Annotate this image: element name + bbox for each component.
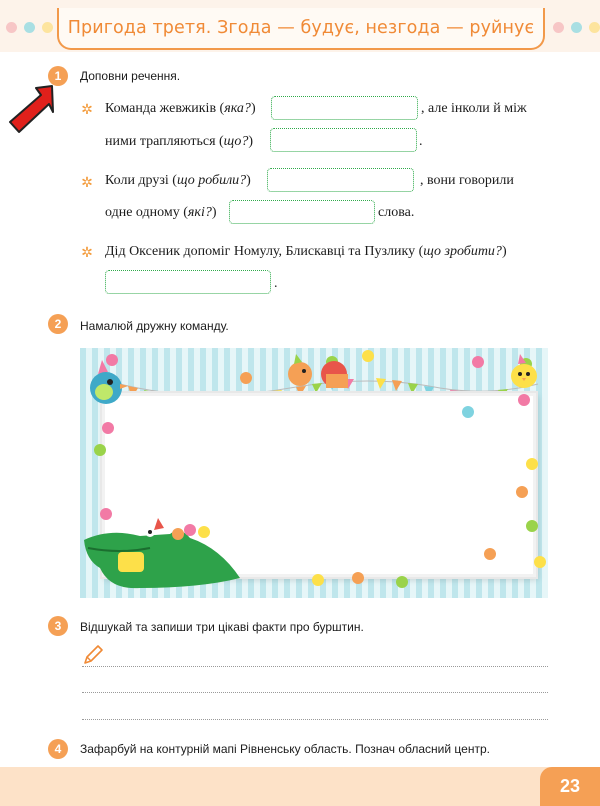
footer-band <box>0 767 600 806</box>
page-number: 23 <box>540 767 600 806</box>
task-3-number: 3 <box>48 616 68 636</box>
sentence-2-continuation: , вони говорили <box>420 173 514 188</box>
crocodile-illustration <box>80 518 248 598</box>
answer-field-5[interactable] <box>105 270 271 294</box>
sun-bullet-icon: ✲ <box>81 244 93 260</box>
answer-field-4[interactable] <box>229 200 375 224</box>
sentence-2-line-1: Коли друзі (що робили?) <box>105 173 251 188</box>
chick-illustration <box>506 354 542 390</box>
task-1-instruction: Доповни речення. <box>80 69 181 83</box>
sentence-1-line-1: Команда жевжиків (яка?) <box>105 101 256 116</box>
task-2-instruction: Намалюй дружну команду. <box>80 319 229 333</box>
sentence-2-end: слова. <box>378 205 415 220</box>
drawing-frame <box>80 348 548 598</box>
sun-bullet-icon: ✲ <box>81 101 93 117</box>
task-2-number: 2 <box>48 314 68 334</box>
arrow-icon <box>6 82 56 138</box>
task-4-instruction: Зафарбуй на контурній мапі Рівненську область. Познач обласний центр. <box>80 742 490 756</box>
answer-field-2[interactable] <box>270 128 417 152</box>
chapter-title: Пригода третя. Згода — будує, незгода — руйнує <box>67 18 535 38</box>
writing-line-3[interactable] <box>82 719 548 720</box>
sentence-1-period: . <box>419 134 423 149</box>
writing-line-1[interactable] <box>82 666 548 667</box>
answer-field-3[interactable] <box>267 168 414 192</box>
sentence-3-period: . <box>274 276 278 291</box>
task-1-number: 1 <box>48 66 68 86</box>
task-3-instruction: Відшукай та запиши три цікаві факти про бурштин. <box>80 620 364 634</box>
pencil-icon <box>82 644 104 666</box>
sun-bullet-icon: ✲ <box>81 174 93 190</box>
birds-illustration <box>286 352 358 392</box>
sentence-1-line-2: ними трапляються (що?) <box>105 134 254 149</box>
answer-field-1[interactable] <box>271 96 418 120</box>
bird-illustration <box>86 358 130 408</box>
sentence-2-line-2: одне одному (які?) <box>105 205 217 220</box>
sentence-1-continuation: , але інколи й між <box>421 101 527 116</box>
sentence-3-line-1: Дід Оксеник допоміг Номулу, Блискавці та Пузлику (що зробити?) <box>105 244 507 259</box>
task-4-number: 4 <box>48 739 68 759</box>
writing-line-2[interactable] <box>82 692 548 693</box>
chapter-title-box <box>57 8 545 50</box>
